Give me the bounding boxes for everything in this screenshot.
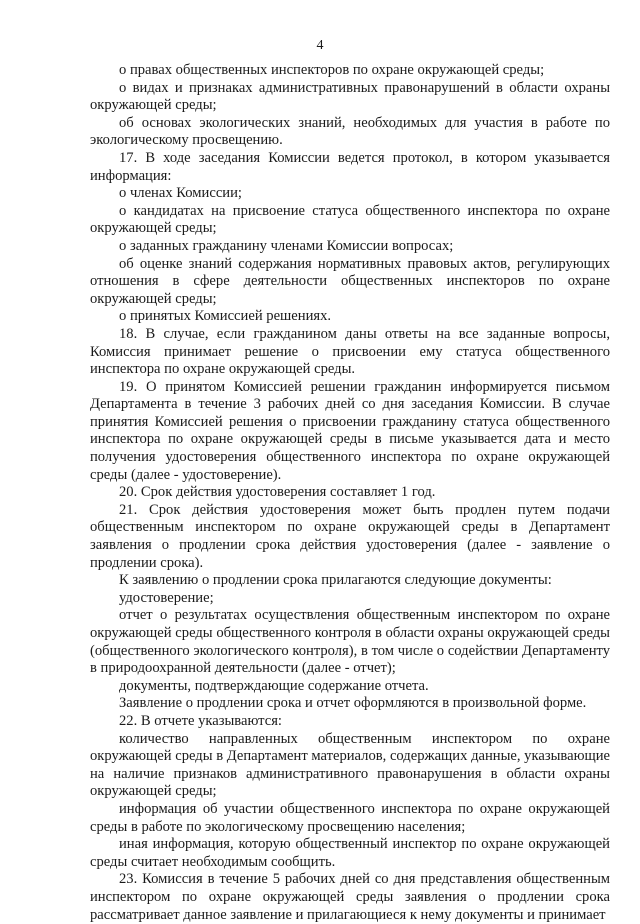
paragraph: отчет о результатах осуществления общественным инспектором по охране окружающей среды общественного контроля в области охраны окружающей среды (общественного экологического контроля), в том числе о содействии Департаменту в природоохранной деятельности (далее - отчет); xyxy=(90,607,610,677)
paragraph: о заданных гражданину членами Комиссии вопросах; xyxy=(119,237,454,254)
paragraph: 18. В случае, если гражданином даны ответы на все заданные вопросы, Комиссия принимает решение о присвоении ему статуса общественного инспектора по охране окружающей среды. xyxy=(90,325,610,378)
paragraph: количество направленных общественным инспектором по охране окружающей среды в Департамент материалов, содержащих данные, указывающие на наличие признаков административного правонарушения в области охраны окружающей среды; xyxy=(90,730,610,800)
paragraph: об оценке знаний содержания нормативных правовых актов, регулирующих отношения в сфере деятельности общественных инспекторов по охране окружающей среды; xyxy=(90,255,610,307)
paragraph: об основах экологических знаний, необходимых для участия в работе по экологическому просвещению. xyxy=(90,114,610,149)
paragraph: 21. Срок действия удостоверения может быть продлен путем подачи общественным инспектором по охране окружающей среды в Департамент заявления о продлении срока действия удостоверения (далее - заявление о продлении срока). xyxy=(90,501,610,571)
paragraph: о принятых Комиссией решениях. xyxy=(119,308,332,325)
paragraph: информация об участии общественного инспектора по охране окружающей среды в работе по экологическому просвещению населения; xyxy=(90,800,610,835)
paragraph: 22. В отчете указываются: xyxy=(119,712,282,729)
paragraph: о кандидатах на присвоение статуса общественного инспектора по охране окружающей среды; xyxy=(90,202,610,237)
paragraph: о видах и признаках административных правонарушений в области охраны окружающей среды; xyxy=(90,79,610,114)
paragraph: Заявление о продлении срока и отчет оформляются в произвольной форме. xyxy=(119,695,587,712)
page-number: 4 xyxy=(316,38,324,53)
document-body xyxy=(90,62,610,924)
paragraph: о членах Комиссии; xyxy=(119,185,242,202)
paragraph: документы, подтверждающие содержание отчета. xyxy=(119,677,429,694)
paragraph: 19. О принятом Комиссией решении гражданин информируется письмом Департамента в течение 3 рабочих дней со дня заседания Комиссии. В случае принятия Комиссией решения о присвоении гражданину статуса общественного инспектора по охране окружающей среды в письме указывается дата и место получения удостоверения общественного инспектора по охране окружающей среды (далее - удостоверение). xyxy=(90,378,610,483)
paragraph: иная информация, которую общественный инспектор по охране окружающей среды считает необходимым сообщить. xyxy=(90,836,610,870)
paragraph: К заявлению о продлении срока прилагаются следующие документы: xyxy=(119,572,552,589)
paragraph: 20. Срок действия удостоверения составляет 1 год. xyxy=(119,484,436,501)
paragraph: о правах общественных инспекторов по охране окружающей среды; xyxy=(119,62,545,78)
paragraph: 23. Комиссия в течение 5 рабочих дней со дня представления общественным инспектором по охране окружающей среды заявления о продлении срока рассматривает данное заявление и прилагающиеся к нему документы и принимает xyxy=(90,871,610,923)
paragraph: удостоверение; xyxy=(119,589,214,606)
paragraph: 17. В ходе заседания Комиссии ведется протокол, в котором указывается информация: xyxy=(90,149,610,184)
